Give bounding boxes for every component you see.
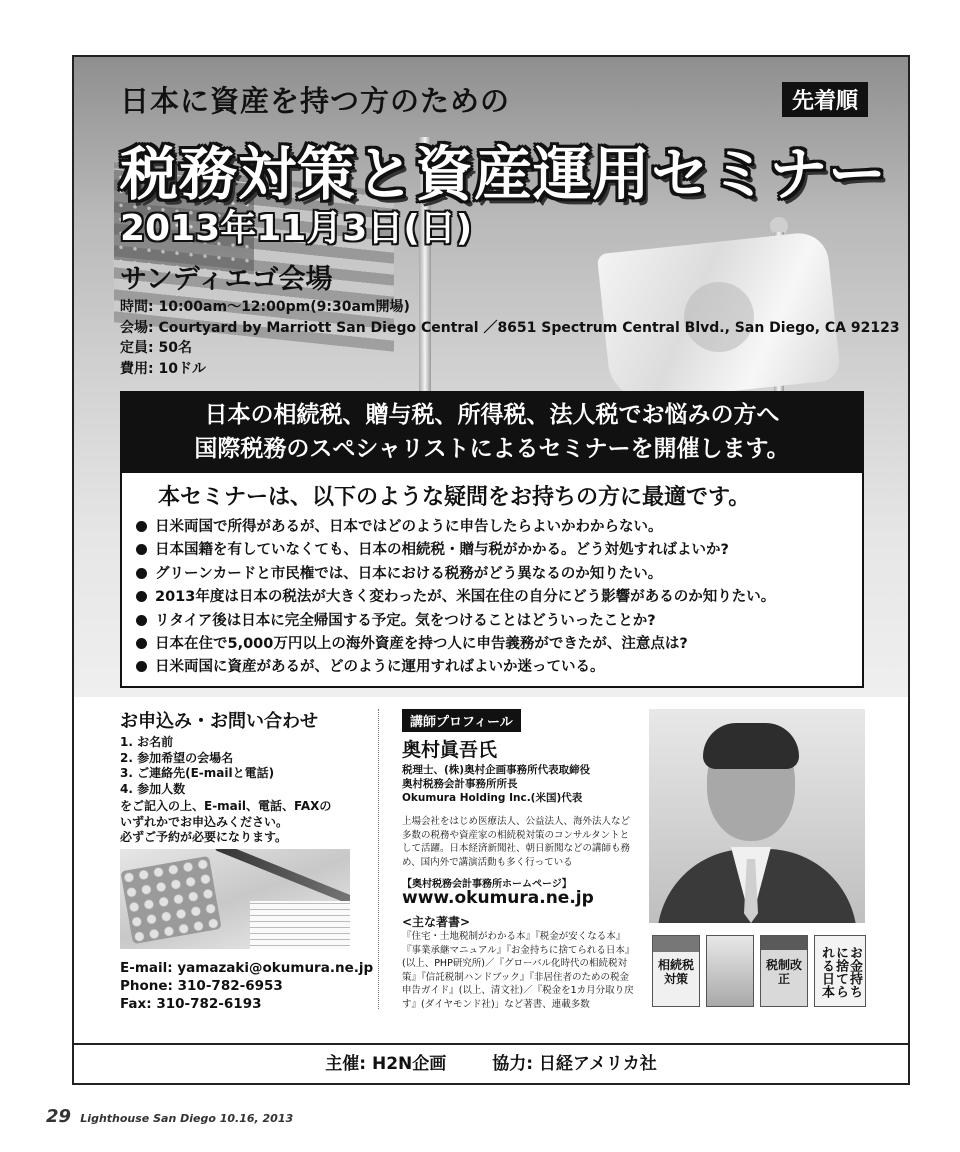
apply-note: をご記入の上、E-mail、電話、FAXの いずれかでお申込みください。 必ずご予約が必要になります。 <box>120 799 332 845</box>
bullet-icon <box>136 661 147 672</box>
contact-phone: Phone: 310-782-6953 <box>120 978 283 994</box>
list-item: リタイア後は日本に完全帰国する予定。気をつけることはどういったことか? <box>136 610 775 633</box>
host-label: 主催: H2N企画 <box>325 1054 447 1074</box>
contact-fax: Fax: 310-782-6193 <box>120 996 262 1012</box>
list-item: 日米両国で所得があるが、日本ではどのように申告したらよいかわからない。 <box>136 516 775 539</box>
event-time: 時間: 10:00am〜12:00pm(9:30am開場) <box>120 299 410 315</box>
homepage-label: 【奥村税務会計事務所ホームページ】 <box>402 879 572 890</box>
event-capacity: 定員: 50名 <box>120 340 192 356</box>
bullet-icon <box>136 544 147 555</box>
event-fee: 費用: 10ドル <box>120 360 206 377</box>
seminar-date: 2013年11月3日(日) <box>120 208 473 249</box>
speaker-name: 奥村眞吾氏 <box>402 739 498 761</box>
banner-line-2: 国際税務のスペシャリストによるセミナーを開催します。 <box>194 436 790 462</box>
banner-line-1: 日本の相続税、贈与税、所得税、法人税でお悩みの方へ <box>204 402 780 428</box>
headline-banner <box>120 391 864 471</box>
list-item: 4. 参加人数 <box>120 781 186 796</box>
event-details <box>120 297 900 379</box>
question-box <box>120 471 864 688</box>
seminar-title: 税務対策と資産運用セミナー <box>120 140 888 208</box>
seminar-ad <box>72 55 910 1085</box>
sponsor-bar <box>74 1043 908 1083</box>
list-item: 日米両国に資産があるが、どのように運用すればよいか迷っている。 <box>136 656 775 679</box>
calculator-icon <box>120 856 221 945</box>
seminar-venue: サンディエゴ会場 <box>120 264 333 295</box>
tax-form-image <box>250 901 350 949</box>
speaker-roles: 税理士、(株)奥村企画事務所代表取締役 奥村税務会計事務所所長 Okumura Holding Inc.(米国)代表 <box>402 764 591 804</box>
page-number: 29 <box>46 1106 72 1127</box>
pen-icon <box>214 849 350 906</box>
calculator-photo <box>120 849 350 949</box>
homepage-link[interactable]: www.okumura.ne.jp <box>402 888 594 908</box>
first-come-badge: 先着順 <box>782 82 868 117</box>
bullet-icon <box>136 568 147 579</box>
seminar-subtitle: 日本に資産を持つ方のための <box>120 84 511 118</box>
book-cover: 税制改正 <box>760 935 808 1007</box>
list-item: 2. 参加希望の会場名 <box>120 750 234 765</box>
bullet-icon <box>136 615 147 626</box>
list-item: 日本在住で5,000万円以上の海外資産を持つ人に申告義務ができたが、注意点は? <box>136 633 775 656</box>
lower-section <box>74 697 908 1027</box>
publication-name: Lighthouse San Diego 10.16, 2013 <box>80 1112 294 1125</box>
question-list <box>136 516 775 680</box>
page-footer <box>46 1106 293 1127</box>
contact-email[interactable]: E-mail: yamazaki@okumura.ne.jp <box>120 960 374 976</box>
list-item: 3. ご連絡先(E-mailと電話) <box>120 766 275 781</box>
book-cover: お金持ちに捨てられる日本 <box>814 935 866 1007</box>
profile-badge: 講師プロフィール <box>402 709 521 732</box>
bullet-icon <box>136 638 147 649</box>
contact-title: お申込み・お問い合わせ <box>120 711 318 732</box>
books-title: <主な著書> <box>402 915 471 929</box>
book-cover: 相続税対策 <box>652 935 700 1007</box>
speaker-bio: 上場会社をはじめ医療法人、公益法人、海外法人など多数の税務や資産家の相続税対策のコンサルタントとして活躍。日本経済新聞社、朝日新聞などの講師も務め、国内外で講演活動も多く行っている <box>402 816 631 868</box>
support-label: 協力: 日経アメリカ社 <box>492 1054 657 1074</box>
books-list: 『住宅・土地税制がわかる本』『税金が安くなる本』『事業承継マニュアル』『お金持ちに捨てられる日本』(以上、PHP研究所)／『グローバル化時代の相続税対策』『信託税制ハンドブック』『非居住者のための税金申告ガイド』(以上、清文社)／『税金を1カ月分取り戻す』(ダイヤモンド社)」など著書、連載多数 <box>402 931 635 1010</box>
contact-info <box>120 959 373 1013</box>
hero-section <box>74 57 908 697</box>
divider <box>378 709 380 1009</box>
event-place: 会場: Courtyard by Marriott San Diego Central ／8651 Spectrum Central Blvd., San Diego, CA 92123 <box>120 319 900 336</box>
list-item: 日本国籍を有していなくても、日本の相続税・贈与税がかかる。どう対処すればよいか? <box>136 539 775 562</box>
list-item: 2013年度は日本の税法が大きく変わったが、米国在住の自分にどう影響があるのか知りたい。 <box>136 586 775 609</box>
list-item: 1. お名前 <box>120 735 174 749</box>
apply-steps <box>120 735 274 797</box>
bullet-icon <box>136 591 147 602</box>
book-cover <box>706 935 754 1007</box>
bullet-icon <box>136 521 147 532</box>
speaker-photo <box>649 709 865 923</box>
list-item: グリーンカードと市民権では、日本における税務がどう異なるのか知りたい。 <box>136 563 775 586</box>
question-heading: 本セミナーは、以下のような疑問をお持ちの方に最適です。 <box>158 485 751 510</box>
